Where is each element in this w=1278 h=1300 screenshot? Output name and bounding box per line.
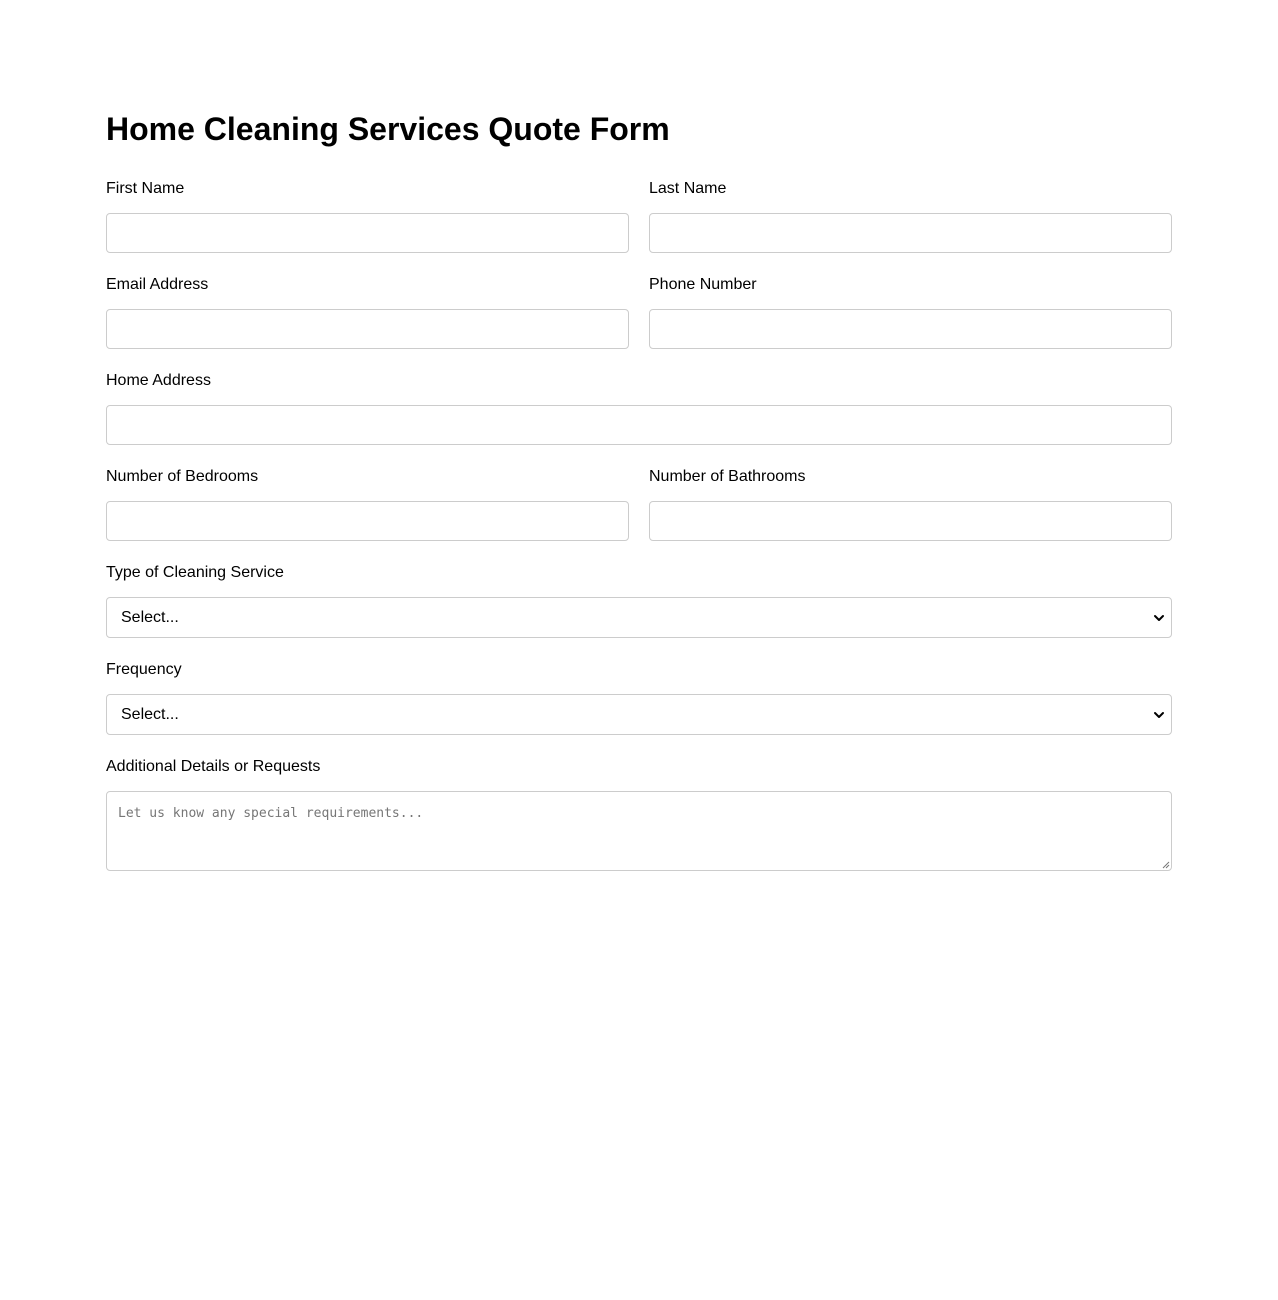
bathrooms-input[interactable] [649,501,1172,541]
page-title: Home Cleaning Services Quote Form [106,111,670,147]
frequency-value: Select... [121,705,179,723]
details-placeholder: Let us know any special requirements... [118,806,424,821]
first-name-label: First Name [106,180,185,197]
frequency-label: Frequency [106,661,182,678]
chevron-down-icon [1153,612,1165,624]
frequency-group [106,661,1172,735]
address-input[interactable] [106,405,1172,445]
phone-label: Phone Number [649,276,757,293]
details-textarea[interactable] [106,791,1172,871]
phone-group [649,276,1172,349]
service-type-group [106,564,1172,638]
email-input[interactable] [106,309,629,349]
details-row [106,758,1172,871]
first-name-group [106,180,629,253]
service-type-value: Select... [121,608,179,626]
service-type-select[interactable] [106,597,1172,638]
bedrooms-group [106,468,629,541]
details-group [106,758,1172,871]
address-group [106,372,1172,445]
name-row [106,180,1172,253]
address-row [106,372,1172,445]
last-name-input[interactable] [649,213,1172,253]
first-name-input[interactable] [106,213,629,253]
bedrooms-input[interactable] [106,501,629,541]
frequency-row [106,661,1172,735]
address-label: Home Address [106,372,211,389]
frequency-select[interactable] [106,694,1172,735]
email-label: Email Address [106,276,209,293]
service-type-row [106,564,1172,638]
phone-input[interactable] [649,309,1172,349]
bedrooms-label: Number of Bedrooms [106,468,259,485]
resize-handle-icon[interactable] [1161,860,1170,869]
email-group [106,276,629,349]
last-name-group [649,180,1172,253]
contact-row [106,276,1172,349]
bathrooms-group [649,468,1172,541]
rooms-row [106,468,1172,541]
last-name-label: Last Name [649,180,727,197]
chevron-down-icon [1153,709,1165,721]
service-type-label: Type of Cleaning Service [106,564,284,581]
quote-form [106,110,1172,871]
bathrooms-label: Number of Bathrooms [649,468,806,485]
details-label: Additional Details or Requests [106,758,321,775]
